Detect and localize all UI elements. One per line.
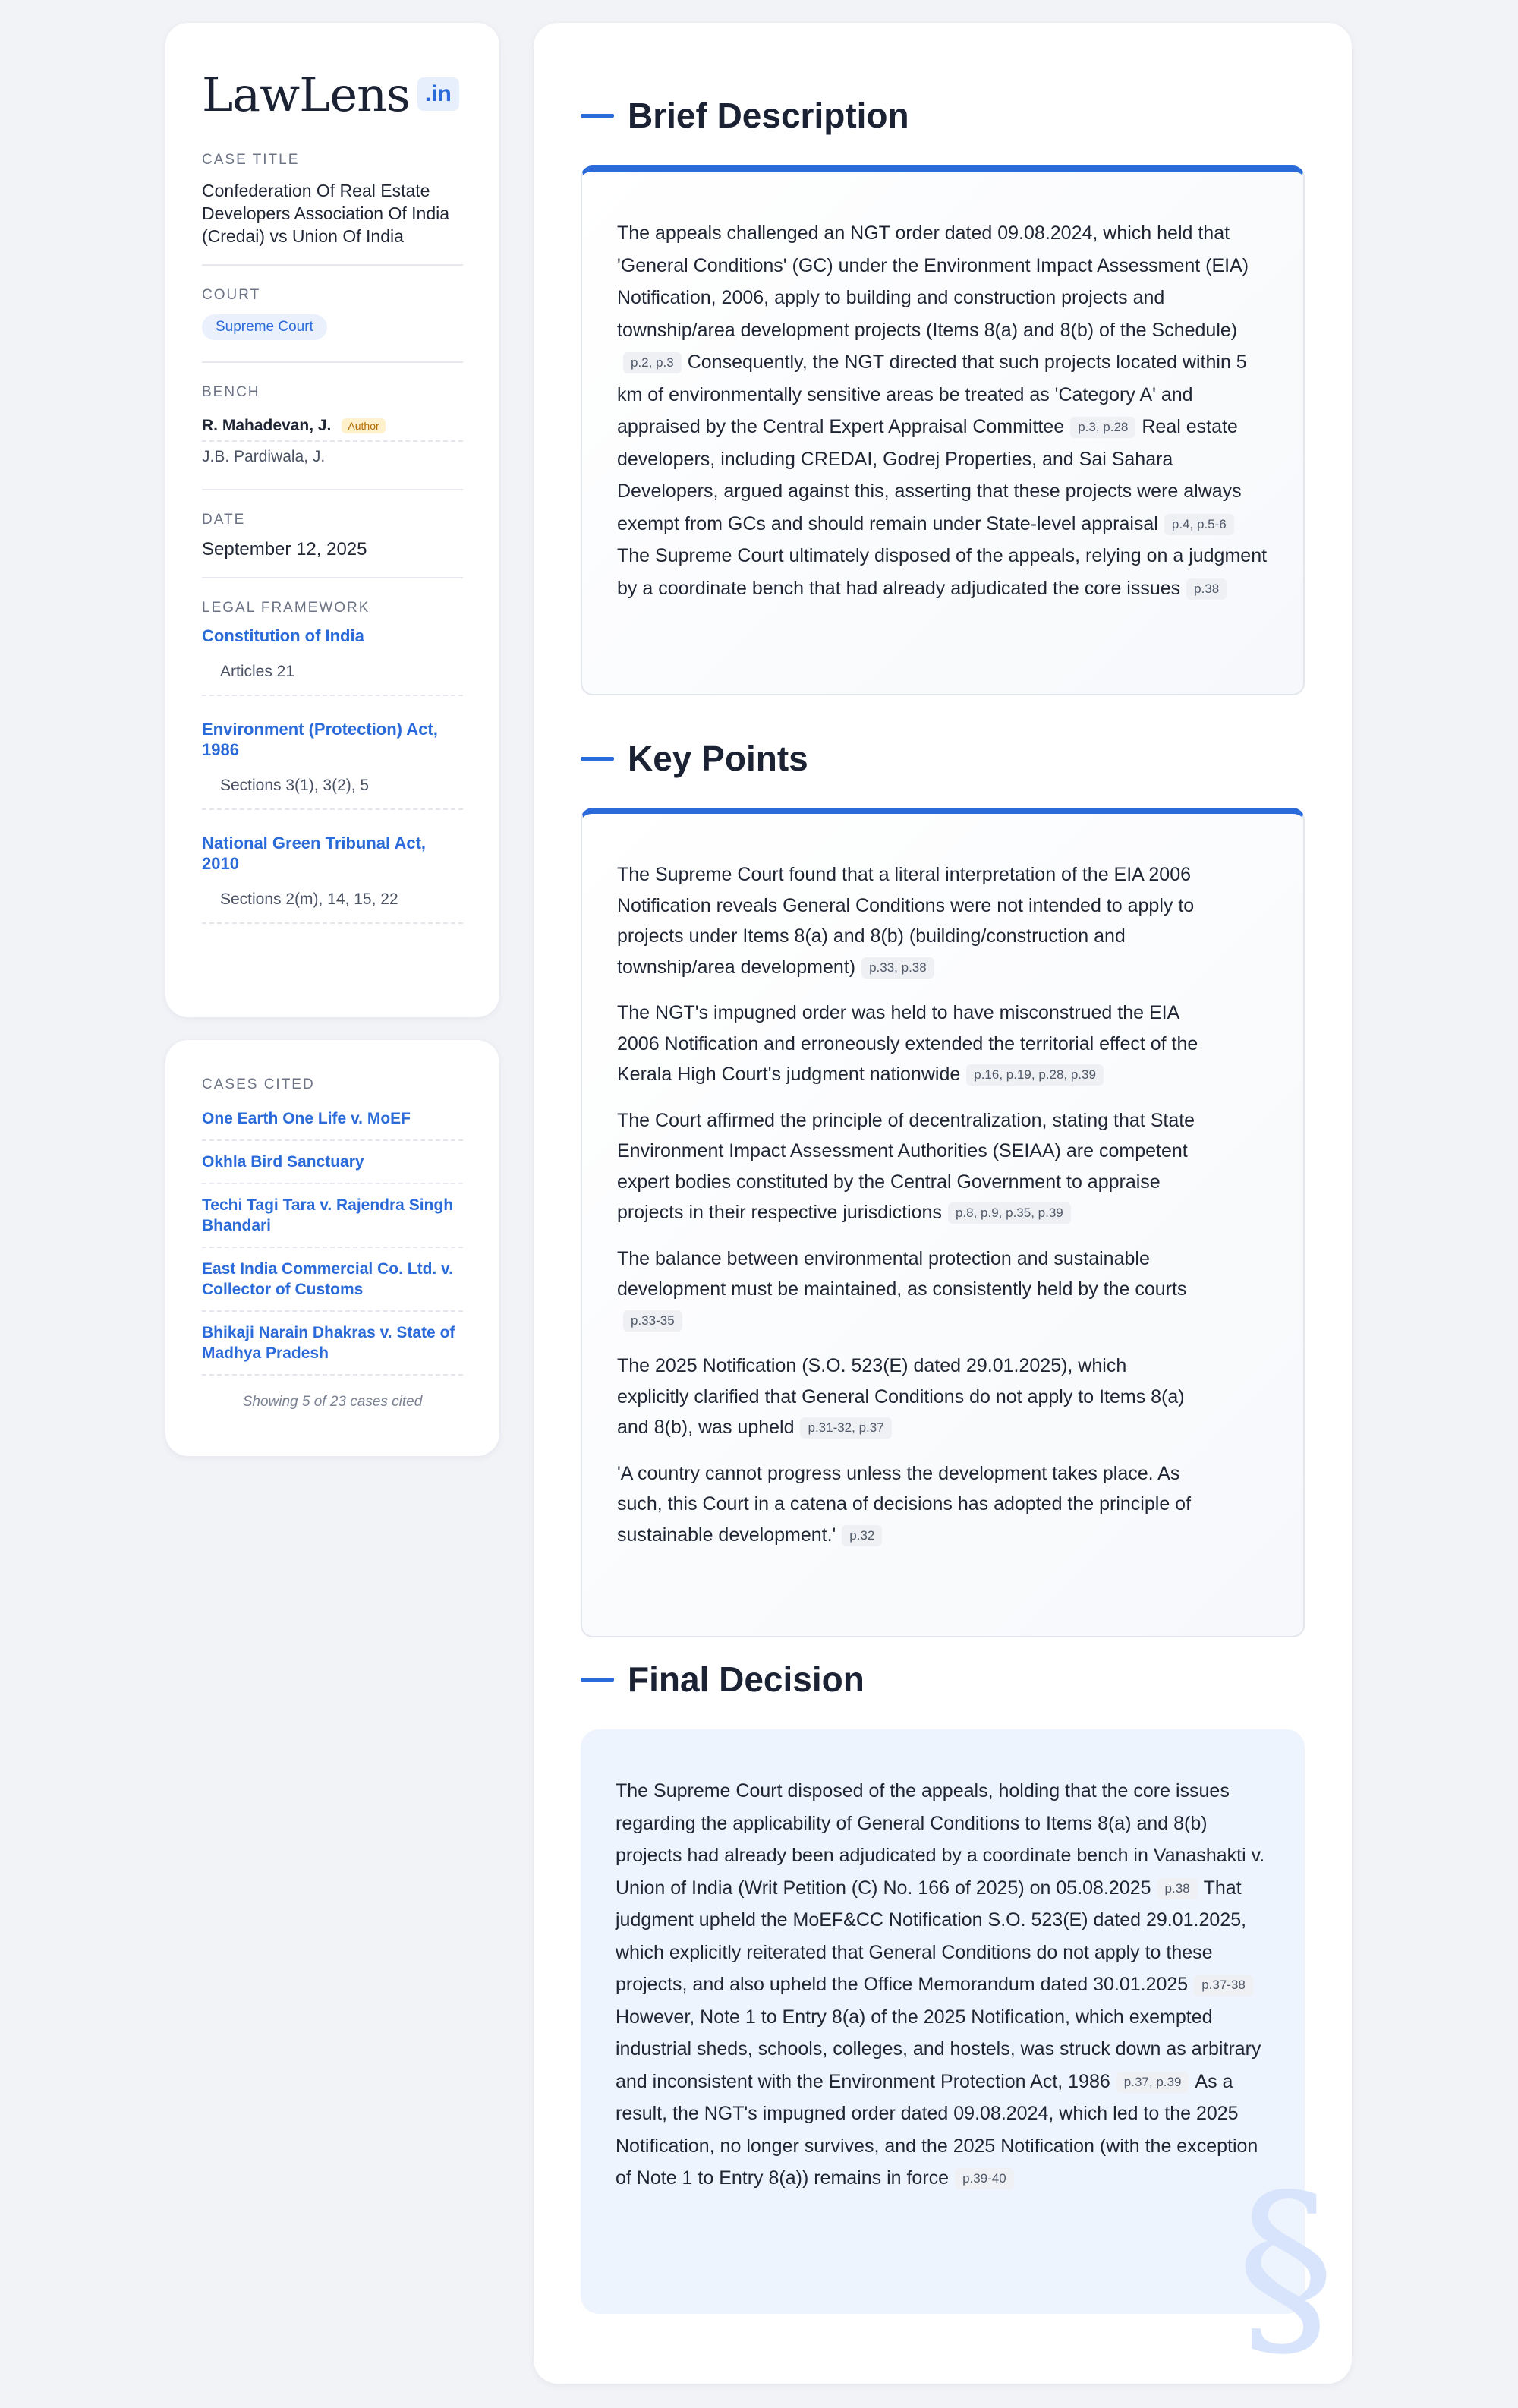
- author-badge: Author: [342, 418, 385, 433]
- summary-panel: [534, 23, 1352, 2384]
- final-title: Final Decision: [628, 1659, 865, 1699]
- final-decision-box: [581, 1729, 1335, 2382]
- case-date: September 12, 2025: [202, 539, 367, 559]
- page-citation[interactable]: p.31-32, p.37: [800, 1417, 891, 1439]
- court-label: COURT: [202, 287, 261, 303]
- key-point-item: [617, 859, 1268, 982]
- bench-judge-name: R. Mahadevan, J.: [202, 417, 332, 434]
- brief-text: The Supreme Court ultimately disposed of the appeals, relying on a judgment by a coordinate bench that had already adjudicated the core issues: [617, 545, 1268, 599]
- brief-title: Brief Description: [628, 96, 909, 135]
- final-text: The Supreme Court disposed of the appeals, holding that the core issues regarding the applicability of General Conditions to Items 8(a) and 8(b) projects had already been adjudicated by a coordinate bench in Vanashakti v. Union of India (Writ Petition (C) No. 166 of 2025) on 05.08.2025: [616, 1780, 1265, 1899]
- brief-text: The appeals challenged an NGT order dated 09.08.2024, which held that 'General Conditions' (GC) under the Environment Impact Assessment (EIA) Notification, 2006, apply to building and construction projects and township/area development projects (Items 8(a) and 8(b) of the Schedule): [617, 222, 1249, 341]
- page-citation[interactable]: p.38: [1186, 578, 1227, 600]
- framework-law-link[interactable]: Constitution of India: [202, 626, 364, 645]
- divider: [202, 361, 463, 363]
- logo-text: LawLens: [202, 66, 410, 122]
- date-label: DATE: [202, 512, 246, 528]
- cited-count-note: Showing 5 of 23 cases cited: [242, 1394, 423, 1410]
- key-point-text: The balance between environmental protection and sustainable development must be maintained, as consistently held by the courts: [617, 1247, 1187, 1300]
- page-citation[interactable]: p.37, p.39: [1116, 2072, 1189, 2093]
- bench-judge-row: [202, 442, 463, 472]
- framework-item: [202, 626, 463, 696]
- key-point-item: [617, 1351, 1268, 1443]
- page-citation[interactable]: p.38: [1157, 1878, 1198, 1899]
- key-point-item: [617, 1458, 1268, 1551]
- framework-sections: Sections 3(1), 3(2), 5: [202, 760, 463, 810]
- cases-cited-card: [165, 1040, 499, 1456]
- case-title: Confederation Of Real Estate Developers Association Of India (Credai) vs Union Of India: [202, 181, 450, 246]
- case-title-label: CASE TITLE: [202, 152, 300, 168]
- final-paragraph: [616, 1775, 1270, 2195]
- key-point-text: The NGT's impugned order was held to have misconstrued the EIA 2006 Notification and erroneously extended the territorial effect of the Kerala High Court's judgment nationwide: [617, 1002, 1198, 1085]
- page-citation[interactable]: p.3, p.28: [1070, 417, 1135, 438]
- final-text: That judgment upheld the MoEF&CC Notification S.O. 523(E) dated 29.01.2025, which explicitly reiterated that General Conditions do not apply to these projects, and also upheld the Office Memorandum dated 30.01.2025: [616, 1877, 1247, 1995]
- heading-accent: [581, 1678, 614, 1682]
- framework-label: LEGAL FRAMEWORK: [202, 600, 370, 616]
- heading-accent: [581, 114, 614, 118]
- divider: [202, 264, 463, 266]
- final-heading: [581, 1659, 865, 1700]
- cited-case-link[interactable]: Techi Tagi Tara v. Rajendra Singh Bhandari: [202, 1184, 463, 1248]
- bench-label: BENCH: [202, 384, 260, 400]
- page-citation[interactable]: p.32: [842, 1525, 882, 1546]
- page-citation[interactable]: p.33, p.38: [861, 957, 934, 979]
- final-text: As a result, the NGT's impugned order dated 09.08.2024, which led to the 2025 Notification, no longer survives, and the 2025 Notification (with the exception of Note 1 to Entry 8(a)) remains in force: [616, 2070, 1258, 2189]
- framework-sections: Articles 21: [202, 646, 463, 696]
- brief-paragraph: [617, 217, 1268, 604]
- page-citation[interactable]: p.33-35: [623, 1310, 682, 1332]
- key-points-heading: [581, 738, 808, 779]
- bench-judge-row: [202, 411, 463, 442]
- framework-sections: Sections 2(m), 14, 15, 22: [202, 874, 463, 924]
- framework-item: [202, 833, 463, 924]
- brief-heading: [581, 95, 909, 136]
- key-point-text: The Supreme Court found that a literal interpretation of the EIA 2006 Notification reveals General Conditions were not intended to apply to projects under Items 8(a) and 8(b) (building/construction and township/area development): [617, 864, 1195, 978]
- brief-text: Real estate developers, including CREDAI, Godrej Properties, and Sai Sahara Developers, argued against this, asserting that these projects were always exempt from GCs and should remain under State-level appraisal: [617, 416, 1242, 534]
- divider: [202, 577, 463, 578]
- logo-badge: .in: [417, 77, 459, 111]
- court-badge: Supreme Court: [202, 314, 327, 340]
- cases-cited-label: CASES CITED: [202, 1076, 315, 1092]
- key-points-title: Key Points: [628, 739, 808, 778]
- page-citation[interactable]: p.39-40: [955, 2168, 1014, 2189]
- page-citation[interactable]: p.2, p.3: [623, 352, 682, 373]
- page-citation[interactable]: p.37-38: [1194, 1975, 1253, 1996]
- key-point-item: [617, 1243, 1268, 1336]
- section-symbol-icon: §: [1236, 2153, 1335, 2382]
- brief-text: Consequently, the NGT directed that such projects located within 5 km of environmentally sensitive areas be treated as 'Category A' and appraised by the Central Expert Appraisal Committee: [617, 351, 1247, 437]
- framework-law-link[interactable]: National Green Tribunal Act, 2010: [202, 834, 427, 873]
- divider: [202, 489, 463, 490]
- heading-accent: [581, 757, 614, 761]
- key-points-box: [581, 808, 1305, 1637]
- logo[interactable]: [202, 67, 463, 121]
- bench-judge-name: J.B. Pardiwala, J.: [202, 448, 326, 465]
- page-citation[interactable]: p.4, p.5-6: [1164, 514, 1234, 535]
- cited-case-link[interactable]: Bhikaji Narain Dhakras v. State of Madhya Pradesh: [202, 1312, 463, 1376]
- page-citation[interactable]: p.16, p.19, p.28, p.39: [966, 1064, 1104, 1086]
- framework-law-link[interactable]: Environment (Protection) Act, 1986: [202, 720, 438, 759]
- key-point-item: [617, 1105, 1268, 1228]
- cited-case-link[interactable]: One Earth One Life v. MoEF: [202, 1098, 463, 1141]
- case-info-card: [165, 23, 499, 1017]
- key-point-text: The Court affirmed the principle of decentralization, stating that State Environment Impact Assessment Authorities (SEIAA) are competent expert bodies constituted by the Central Government to appraise projects in their respective jurisdictions: [617, 1109, 1195, 1223]
- page-citation[interactable]: p.8, p.9, p.35, p.39: [948, 1202, 1071, 1224]
- cited-case-link[interactable]: Okhla Bird Sanctuary: [202, 1141, 463, 1184]
- final-text: However, Note 1 to Entry 8(a) of the 2025 Notification, which exempted industrial sheds, schools, colleges, and hostels, was struck down as arbitrary and inconsistent with the Environment Protection Act, 1986: [616, 2006, 1261, 2092]
- cited-case-link[interactable]: East India Commercial Co. Ltd. v. Collector of Customs: [202, 1248, 463, 1312]
- key-point-item: [617, 998, 1268, 1090]
- key-point-text: 'A country cannot progress unless the development takes place. As such, this Court in a catena of decisions has adopted the principle of sustainable development.': [617, 1462, 1192, 1546]
- key-point-text: The 2025 Notification (S.O. 523(E) dated 29.01.2025), which explicitly clarified that General Conditions do not apply to Items 8(a) and 8(b), was upheld: [617, 1355, 1185, 1438]
- brief-box: [581, 165, 1305, 695]
- framework-item: [202, 719, 463, 810]
